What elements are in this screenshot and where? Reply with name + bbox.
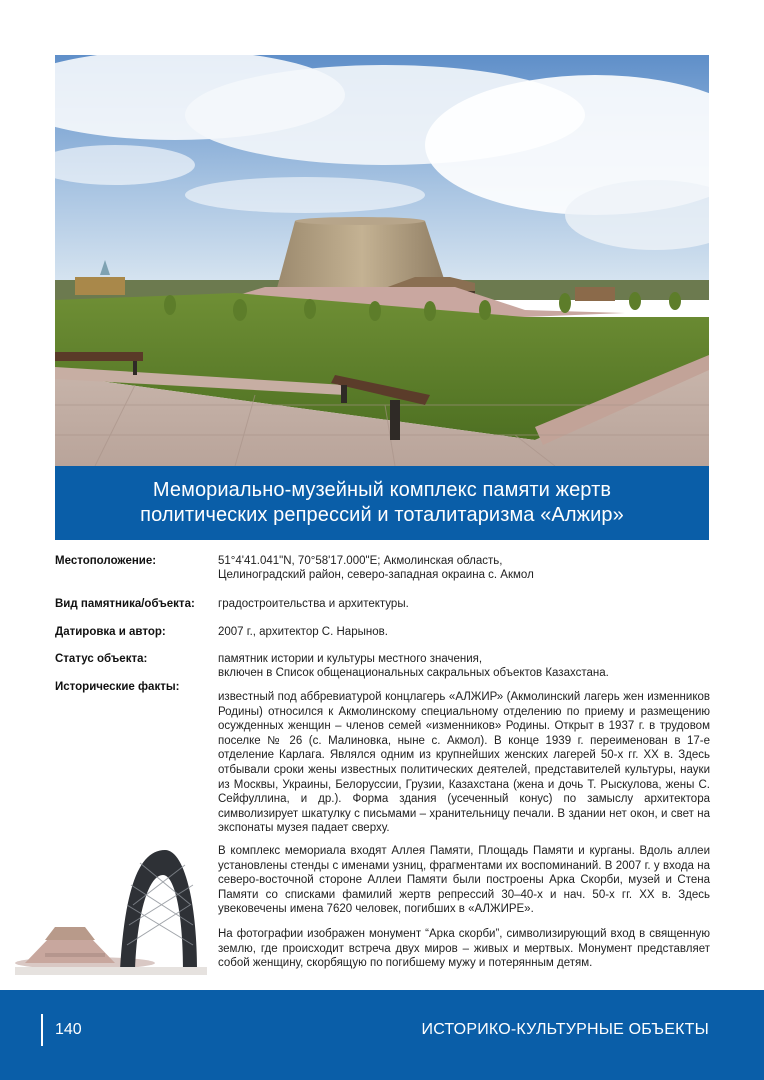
historical-facts-label: Исторические факты: <box>55 681 180 693</box>
page-number: 140 <box>55 1021 82 1038</box>
page-title: Мемориально-музейный комплекс памяти жертв политических репрессий и тоталитаризма «Алжир» <box>140 479 624 526</box>
dating-value: 2007 г., архитектор С. Нарынов. <box>218 626 388 638</box>
status-value: памятник истории и культуры местного значения, включен в Список общенациональных сакральных объектов Казахстана. <box>218 653 609 679</box>
dating-label: Датировка и автор: <box>55 626 166 638</box>
footer-divider <box>41 1014 43 1046</box>
history-paragraph-3: На фотографии изображен монумент “Арка скорби”, символизирующий вход в священную землю, где происходит встреча двух миров – живых и мертвых. Монумент представляет собой женщину, скорбящую по погибшему мужу и потерянным детям. <box>218 928 710 970</box>
museum-photo <box>55 55 709 466</box>
title-banner <box>55 466 709 540</box>
location-value: 51°4'41.041"N, 70°58'17.000"E; Акмолинская область, Целиноградский район, северо-западная окраина с. Акмол <box>218 555 534 581</box>
location-label: Местоположение: <box>55 555 157 567</box>
status-label: Статус объекта: <box>55 653 148 665</box>
arch-of-sorrow-photo <box>15 845 207 975</box>
page-footer <box>0 990 764 1080</box>
monument-type-value: градостроительства и архитектуры. <box>218 598 409 610</box>
section-title: ИСТОРИКО-КУЛЬТУРНЫЕ ОБЪЕКТЫ <box>421 1021 709 1038</box>
history-paragraph-1: известный под аббревиатурой концлагерь «АЛЖИР» (Акмолинский лагерь жен изменников Родины) относился к Акмолинскому специальному отделению по приему и размещению осужденных женщин – членов семей «изменников» Родины. Открыт в 1937 г. в трудовом поселке № 26 (с. Малиновка, ныне с. Акмол). В конце 1939 г. переименован в 17-е отделение Карлага. Являлся одним из крупнейших женских лагерей 50-х гг. XX в. Здесь отбывали сроки жены известных политических деятелей, представителей культуры, науки из Москвы, Украины, Белоруссии, Грузии, Казахстана (жена и дочь Т. Рыскулова, жены С. Сейфуллина, и др.). Форма здания (усеченный конус) по замыслу архитектора символизирует шкатулку с письмами – хранительницу печали. В здании нет окон, и свет на экспонаты музея падает сверху. <box>218 691 710 835</box>
history-paragraph-2: В комплекс мемориала входят Аллея Памяти, Площадь Памяти и курганы. Вдоль аллеи установлены стенды с именами узниц, фрагментами их воспоминаний. В 2007 г. у входа на северо-восточной стороне Аллеи Памяти были построены Арка Скорби, музей и Стена Памяти со списками фамилий жертв репрессий 30–40-х и нач. 50-х гг. XX в. Здесь увековечены имена 7620 человек, погибших в «АЛЖИРЕ». <box>218 845 710 916</box>
monument-type-label: Вид памятника/объекта: <box>55 598 195 610</box>
